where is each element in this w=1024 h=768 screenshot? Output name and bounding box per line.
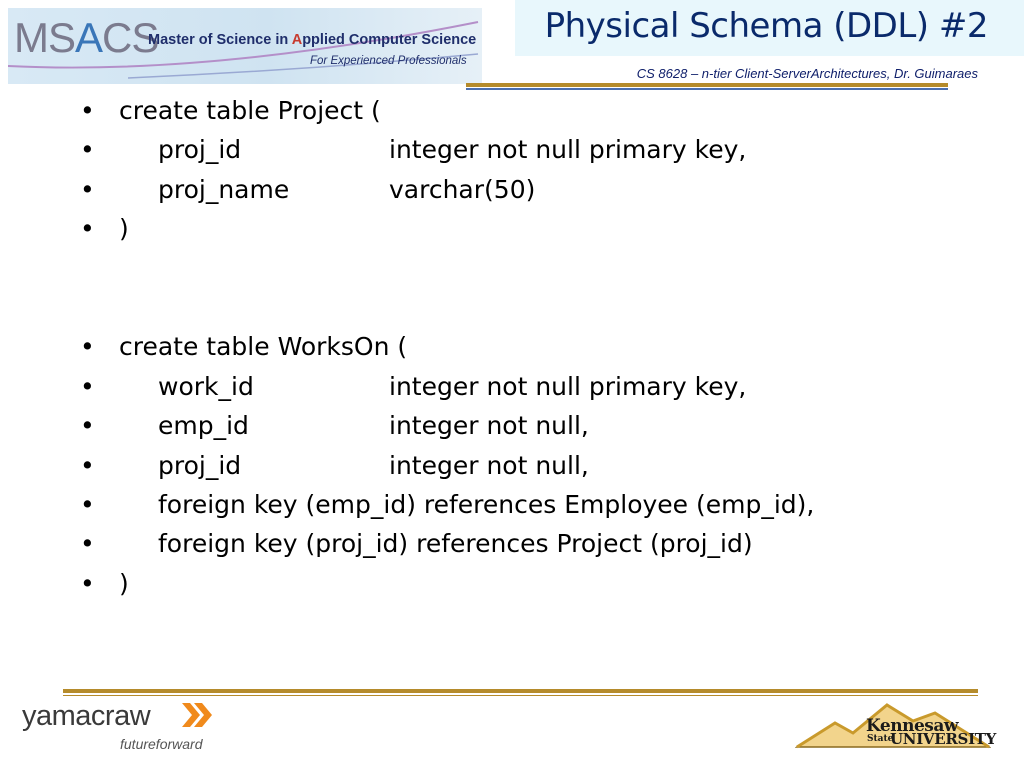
yamacraw-arrows-icon bbox=[180, 700, 216, 730]
statement-text: create table WorksOn ( bbox=[119, 332, 408, 362]
column-definition: integer not null, bbox=[389, 450, 589, 480]
bullet-icon: • bbox=[80, 450, 95, 480]
column-name: work_id bbox=[158, 371, 254, 401]
yamacraw-tagline: futureforward bbox=[120, 736, 203, 752]
header-divider-accent bbox=[466, 88, 948, 90]
foreign-key-clause: foreign key (proj_id) references Project (proj_id) bbox=[158, 529, 753, 559]
bullet-icon: • bbox=[80, 214, 95, 244]
column-definition: integer not null primary key, bbox=[389, 135, 747, 165]
bullet-icon: • bbox=[80, 332, 95, 362]
bullet-icon: • bbox=[80, 489, 95, 519]
column-name: emp_id bbox=[158, 411, 249, 441]
bullet-icon: • bbox=[80, 568, 95, 598]
bullet-icon: • bbox=[80, 174, 95, 204]
footer-divider-thin bbox=[63, 695, 978, 696]
column-name: proj_id bbox=[158, 450, 242, 480]
column-definition: integer not null, bbox=[389, 411, 589, 441]
header-divider bbox=[466, 83, 948, 87]
column-name: proj_id bbox=[158, 135, 242, 165]
bullet-icon: • bbox=[80, 96, 95, 125]
ksu-logo-kennesaw: Kennesaw bbox=[866, 716, 958, 736]
logo-tagline: For Experienced Professionals bbox=[310, 55, 467, 67]
column-definition: integer not null primary key, bbox=[389, 371, 747, 401]
statement-text: ) bbox=[119, 214, 129, 244]
ksu-logo-state: State bbox=[867, 734, 894, 744]
slide-title: Physical Schema (DDL) #2 bbox=[544, 6, 988, 46]
bullet-icon: • bbox=[80, 529, 95, 559]
course-subtitle: CS 8628 – n-tier Client-ServerArchitectures, Dr. Guimaraes bbox=[636, 66, 978, 81]
bullet-icon: • bbox=[80, 411, 95, 441]
footer-divider bbox=[63, 689, 978, 693]
column-name: proj_name bbox=[158, 174, 290, 204]
logo-abbreviation: MSACS bbox=[14, 14, 159, 61]
logo-program-name: Master of Science in Applied Computer Science bbox=[148, 32, 477, 48]
statement-text: ) bbox=[119, 568, 129, 598]
msacs-logo bbox=[8, 8, 482, 84]
bullet-icon: • bbox=[80, 371, 95, 401]
ksu-logo-university: UNIVERSITY bbox=[890, 730, 997, 748]
yamacraw-logo-text: yamacraw bbox=[22, 700, 151, 732]
foreign-key-clause: foreign key (emp_id) references Employee (emp_id), bbox=[158, 489, 815, 519]
title-area bbox=[515, 0, 1024, 56]
column-definition: varchar(50) bbox=[389, 174, 536, 204]
bullet-icon: • bbox=[80, 135, 95, 165]
statement-text: create table Project ( bbox=[119, 96, 381, 125]
